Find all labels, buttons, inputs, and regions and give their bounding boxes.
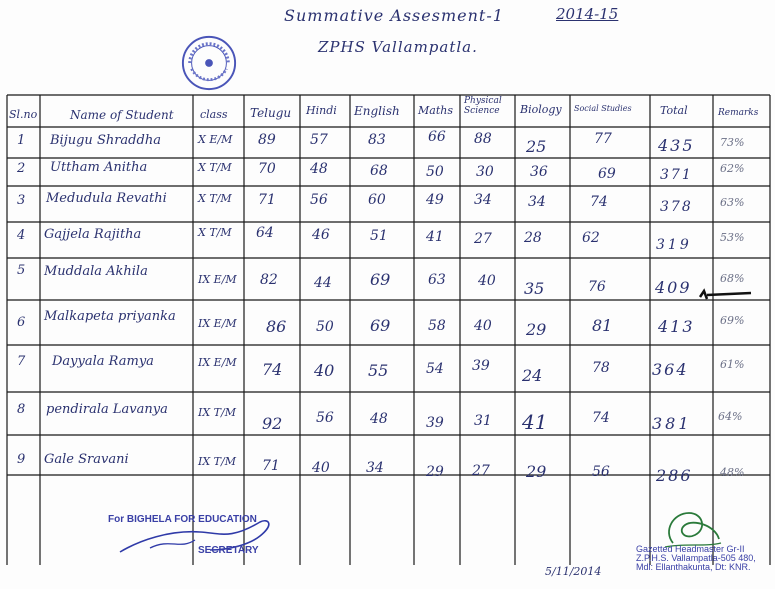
row-7-hindi: 40 <box>314 361 335 380</box>
row-7-english: 55 <box>368 361 389 380</box>
row-6-total: 413 <box>658 317 695 336</box>
row-5-name: Muddala Akhila <box>44 264 148 279</box>
school-seal-icon <box>180 34 238 92</box>
row-6-biology: 29 <box>526 320 547 339</box>
row-4-physical: 27 <box>474 231 492 247</box>
row-2-telugu: 70 <box>258 161 276 177</box>
row-4-sno: 4 <box>17 228 26 243</box>
row-4-maths: 41 <box>426 229 444 245</box>
row-9-maths: 29 <box>426 464 444 480</box>
column-header-hindi: Hindi <box>306 104 337 117</box>
row-2-total: 371 <box>660 167 693 183</box>
column-header-telugu: Telugu <box>250 106 292 120</box>
row-6-telugu: 86 <box>266 317 287 336</box>
row-1-hindi: 57 <box>310 132 328 148</box>
row-3-name: Medudula Revathi <box>46 191 167 206</box>
row-8-sno: 8 <box>17 402 26 417</box>
row-1-maths: 66 <box>428 129 446 145</box>
row-2-remarks: 62% <box>720 162 745 175</box>
row-6-class: IX E/M <box>198 317 237 330</box>
row-6-english: 69 <box>370 316 391 335</box>
row-4-hindi: 46 <box>312 227 330 243</box>
row-5-hindi: 44 <box>314 275 332 291</box>
row-8-maths: 39 <box>426 415 444 431</box>
row-3-remarks: 63% <box>720 196 745 209</box>
row-9-social: 56 <box>592 464 610 480</box>
row-3-total: 378 <box>660 199 693 215</box>
footer-secretary-label: SECRETARY <box>198 545 259 556</box>
row-3-sno: 3 <box>17 193 26 208</box>
row-7-name: Dayyala Ramya <box>52 354 154 369</box>
row-8-hindi: 56 <box>316 410 334 426</box>
column-header-social-studies: Social Studies <box>574 104 632 113</box>
row-1-total: 435 <box>658 136 695 155</box>
stamp-line-2: Z.P.H.S. Vallampatla-505 480, <box>636 553 756 563</box>
row-1-physical: 88 <box>474 131 492 147</box>
row-5-sno: 5 <box>17 263 26 278</box>
row-7-remarks: 61% <box>720 358 745 371</box>
tick-mark-icon <box>698 287 753 301</box>
row-1-telugu: 89 <box>258 132 276 148</box>
row-3-telugu: 71 <box>258 192 276 208</box>
row-9-hindi: 40 <box>312 460 330 476</box>
row-2-english: 68 <box>370 163 388 179</box>
row-8-physical: 31 <box>474 413 492 429</box>
row-5-maths: 63 <box>428 272 446 288</box>
row-2-sno: 2 <box>17 161 26 176</box>
row-7-total: 364 <box>652 360 689 379</box>
row-1-sno: 1 <box>17 133 26 148</box>
row-8-telugu: 92 <box>262 414 283 433</box>
row-2-social: 69 <box>598 166 616 182</box>
row-4-english: 51 <box>370 228 388 244</box>
row-6-remarks: 69% <box>720 314 745 327</box>
row-8-remarks: 64% <box>718 410 743 423</box>
row-5-english: 69 <box>370 270 391 289</box>
row-7-class: IX E/M <box>198 356 237 369</box>
stamp-line-3: Mdl: Ellanthakunta, Dt: KNR. <box>636 562 751 572</box>
row-6-physical: 40 <box>474 318 492 334</box>
row-2-name: Uttham Anitha <box>50 160 148 175</box>
row-5-remarks: 68% <box>720 272 745 285</box>
row-3-maths: 49 <box>426 192 444 208</box>
row-5-biology: 35 <box>524 279 545 298</box>
column-header-maths: Maths <box>418 104 453 117</box>
row-3-physical: 34 <box>474 192 492 208</box>
row-9-english: 34 <box>366 460 384 476</box>
row-9-class: IX T/M <box>198 455 236 468</box>
row-3-class: X T/M <box>198 192 232 205</box>
row-7-maths: 54 <box>426 361 444 377</box>
row-5-physical: 40 <box>478 273 496 289</box>
row-9-sno: 9 <box>17 452 26 467</box>
row-8-english: 48 <box>370 411 388 427</box>
column-header-english: English <box>354 104 400 118</box>
row-9-name: Gale Sravani <box>44 452 129 467</box>
row-6-hindi: 50 <box>316 319 334 335</box>
signature-date: 5/11/2014 <box>545 565 602 578</box>
row-6-sno: 6 <box>17 315 26 330</box>
row-7-physical: 39 <box>472 358 490 374</box>
row-9-telugu: 71 <box>262 458 280 474</box>
row-8-name: pendirala Lavanya <box>46 402 168 417</box>
row-2-hindi: 48 <box>310 161 328 177</box>
row-9-physical: 27 <box>472 463 490 479</box>
school-name: ZPHS Vallampatla. <box>318 38 478 56</box>
row-8-biology: 41 <box>522 410 548 434</box>
row-6-social: 81 <box>592 316 613 335</box>
row-2-maths: 50 <box>426 164 444 180</box>
row-4-class: X T/M <box>198 226 232 239</box>
row-9-total: 286 <box>656 466 693 485</box>
row-8-total: 381 <box>652 414 692 433</box>
row-5-class: IX E/M <box>198 273 237 286</box>
row-2-biology: 36 <box>530 164 548 180</box>
column-header-name: Name of Student <box>70 108 174 122</box>
row-1-biology: 25 <box>526 137 547 156</box>
row-4-telugu: 64 <box>256 225 274 241</box>
row-8-class: IX T/M <box>198 406 236 419</box>
row-4-biology: 28 <box>524 230 542 246</box>
column-header-biology: Biology <box>520 103 562 116</box>
stamp-line-1: Gazetted Headmaster Gr-II <box>636 544 745 554</box>
row-2-physical: 30 <box>476 164 494 180</box>
row-7-telugu: 74 <box>262 360 283 379</box>
row-4-name: Gajjela Rajitha <box>44 227 142 242</box>
row-3-hindi: 56 <box>310 192 328 208</box>
row-1-class: X E/M <box>198 133 233 146</box>
row-3-english: 60 <box>368 192 386 208</box>
column-header-total: Total <box>660 104 688 117</box>
row-2-class: X T/M <box>198 161 232 174</box>
row-8-social: 74 <box>592 410 610 426</box>
column-header-sno: Sl.no <box>9 108 38 121</box>
headmaster-stamp <box>636 545 756 572</box>
row-9-remarks: 48% <box>720 466 745 479</box>
row-1-remarks: 73% <box>720 136 745 149</box>
document-title: Summative Assesment-1 <box>284 6 504 25</box>
row-6-maths: 58 <box>428 318 446 334</box>
row-5-social: 76 <box>588 279 606 295</box>
row-3-social: 74 <box>590 194 608 210</box>
row-5-telugu: 82 <box>260 272 278 288</box>
row-3-biology: 34 <box>528 194 546 210</box>
row-4-social: 62 <box>582 230 600 246</box>
column-header-class: class <box>200 108 228 121</box>
row-1-english: 83 <box>368 132 386 148</box>
row-1-name: Bijugu Shraddha <box>50 133 161 148</box>
row-4-total: 319 <box>656 237 692 253</box>
row-9-biology: 29 <box>526 462 547 481</box>
row-7-biology: 24 <box>522 366 543 385</box>
row-5-total: 409 <box>655 278 692 297</box>
row-7-social: 78 <box>592 360 610 376</box>
column-header-physical-science: Physical Science <box>464 96 502 116</box>
column-header-remarks: Remarks <box>718 108 759 118</box>
academic-year: 2014-15 <box>556 5 619 23</box>
footer-organization: For BIGHELA FOR EDUCATION <box>108 514 257 525</box>
row-1-social: 77 <box>594 131 612 147</box>
row-4-remarks: 53% <box>720 231 745 244</box>
row-6-name: Malkapeta priyanka <box>44 309 176 324</box>
row-7-sno: 7 <box>17 354 26 369</box>
